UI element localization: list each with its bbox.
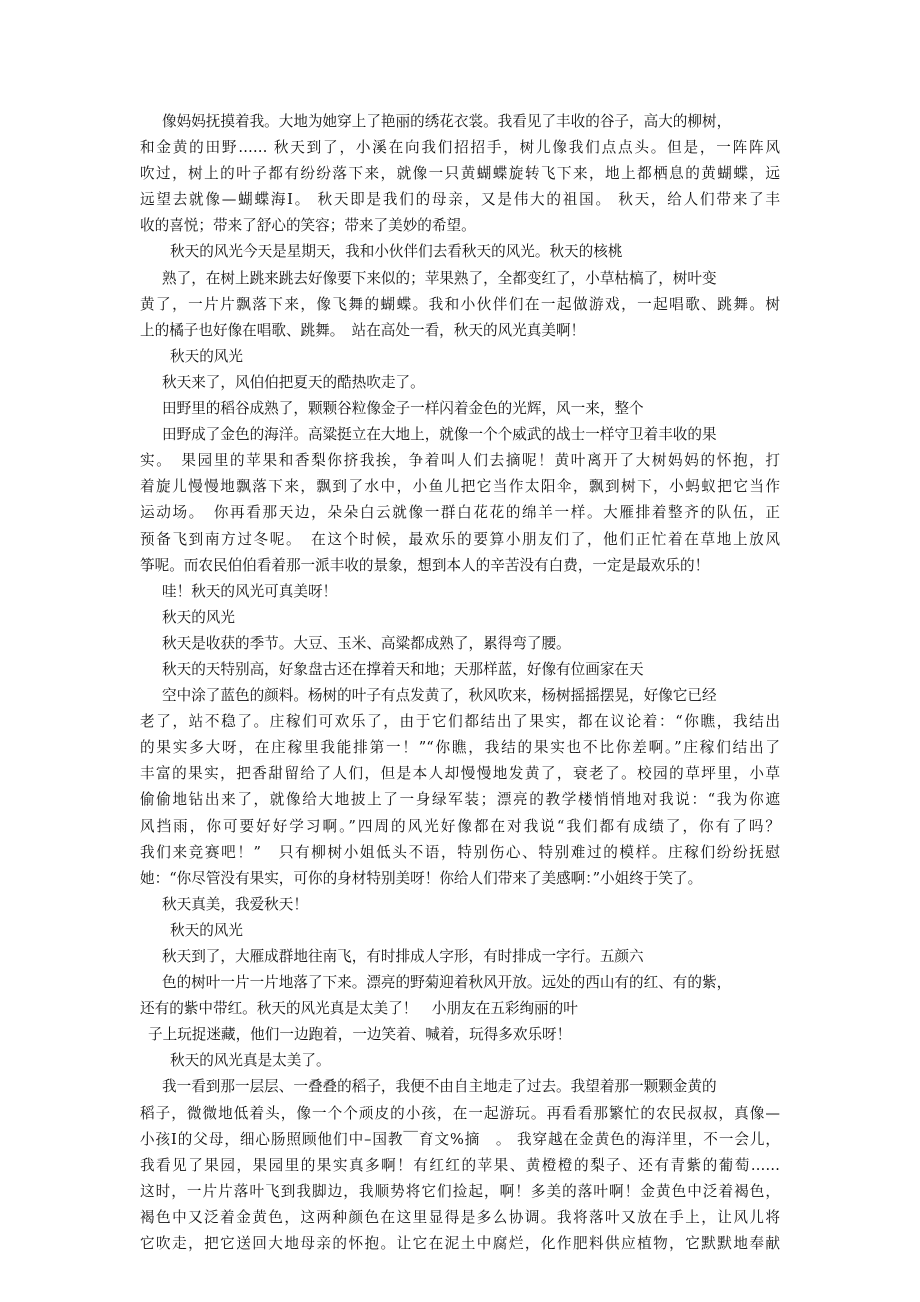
- text-line: 偷偷地钻出来了，就像给大地披上了一身绿军装；漂亮的教学楼悄悄地对我说：“我为你遮: [140, 791, 780, 809]
- text-line: 她：“你尽管没有果实，可你的身材特别美呀！你给人们带来了美感啊：”小姐终于笑了。: [140, 869, 703, 887]
- text-line: 我看见了果园，果园里的果实真多啊！有红红的苹果、黄橙橙的梨子、还有青紫的葡萄……: [140, 1156, 780, 1174]
- section-heading: 秋天的风光: [170, 921, 243, 939]
- text-line: 筝呢。而农民伯伯看着那一派丰收的景象，想到本人的辛苦没有白费，一定是最欢乐的！: [140, 556, 710, 574]
- text-line: 和金黄的田野…… 秋天到了，小溪在向我们招招手，树儿像我们点点头。但是，一阵阵风: [140, 139, 780, 157]
- document-body: [140, 109, 780, 1257]
- text-line: 还有的紫中带红。秋天的风光真是太美了！ 小朋友在五彩绚丽的叶: [140, 1000, 578, 1018]
- text-line: 子上玩捉迷藏，他们一边跑着，一边笑着、喊着，玩得多欢乐呀！: [148, 1026, 572, 1044]
- text-line: 这时，一片片落叶飞到我脚边，我顺势将它们捡起，啊！多美的落叶啊！金黄色中泛着褐色，: [140, 1182, 780, 1200]
- text-line: 秋天来了，风伯伯把夏天的酷热吹走了。: [162, 373, 425, 391]
- text-line: 像妈妈抚摸着我。大地为她穿上了艳丽的绣花衣裳。我看见了丰收的谷子，高大的柳树，: [162, 113, 732, 130]
- text-line: 上的橘子也好像在唱歌、跳舞。 站在高处一看，秋天的风光真美啊！: [140, 321, 586, 339]
- text-line: 老了，站不稳了。庄稼们可欢乐了，由于它们都结出了果实，都在议论着：“你瞧，我结出: [140, 713, 780, 731]
- text-line: 它吹走，把它送回大地母亲的怀抱。让它在泥土中腐烂，化作肥料供应植物，它默默地奉献: [140, 1235, 780, 1253]
- text-line: 稻子，微微地低着头，像一个个顽皮的小孩，在一起游玩。再看看那繁忙的农民叔叔，真像—: [140, 1104, 780, 1122]
- text-line: 田野里的稻谷成熟了，颗颗谷粒像金子一样闪着金色的光辉，风一来，整个: [162, 400, 644, 418]
- text-line: 我一看到那一层层、一叠叠的稻子，我便不由自主地走了过去。我望着那一颗颗金黄的: [162, 1078, 717, 1096]
- text-line: 田野成了金色的海洋。高粱挺立在大地上，就像一个个威武的战士一样守卫着丰收的果: [162, 426, 717, 444]
- text-line: 实。 果园里的苹果和香梨你挤我挨，争着叫人们去摘呢！黄叶离开了大树妈妈的怀抱，打: [140, 452, 780, 470]
- text-line: 丰富的果实，把香甜留给了人们，但是本人却慢慢地发黄了，衰老了。校园的草坪里，小草: [140, 765, 780, 783]
- text-line: 秋天是收获的季节。大豆、玉米、高粱都成熟了，累得弯了腰。: [162, 634, 571, 652]
- text-line: 秋天的风光真是太美了。: [170, 1052, 331, 1070]
- section-heading: 秋天的风光: [170, 347, 243, 365]
- text-line: 黄了，一片片飘落下来，像飞舞的蝴蝶。我和小伙伴们在一起做游戏，一起唱歌、跳舞。树: [140, 295, 780, 313]
- text-line: 预备飞到南方过冬呢。 在这个时候，最欢乐的要算小朋友们了，他们正忙着在草地上放风: [140, 530, 780, 548]
- text-line: 着旋儿慢慢地飘落下来，飘到了水中，小鱼儿把它当作太阳伞，飘到树下，小蚂蚁把它当作: [140, 478, 780, 496]
- text-line: 的果实多大呀，在庄稼里我能排第一！”“你瞧，我结的果实也不比你差啊。”庄稼们结出了: [140, 739, 780, 757]
- text-line: 熟了，在树上跳来跳去好像要下来似的；苹果熟了，全都变红了，小草枯槁了，树叶变: [162, 269, 717, 287]
- text-line: 哇！秋天的风光可真美呀！: [162, 582, 338, 600]
- text-line: 风挡雨，你可要好好学习啊。”四周的风光好像都在对我说“我们都有成绩了，你有了吗？: [140, 817, 780, 835]
- section-heading: 秋天的风光: [162, 608, 235, 626]
- text-line: 运动场。 你再看那天边，朵朵白云就像一群白花花的绵羊一样。大雁排着整齐的队伍，正: [140, 504, 780, 522]
- text-line: 吹过，树上的叶子都有纷纷落下来，就像一只黄蝴蝶旋转飞下来，地上都栖息的黄蝴蝶，远: [140, 165, 780, 183]
- text-line: 秋天的风光今天是星期天，我和小伙伴们去看秋天的风光。秋天的核桃: [170, 243, 623, 261]
- text-line: 秋天到了，大雁成群地往南飞，有时排成人字形，有时排成一字行。五颜六: [162, 948, 644, 965]
- text-line: 收的喜悦；带来了舒心的笑容；带来了美妙的希望。: [140, 217, 476, 235]
- text-line: 空中涂了蓝色的颜料。杨树的叶子有点发黄了，秋风吹来，杨树摇摇摆晃，好像它已经: [162, 687, 717, 705]
- text-line: 远望去就像—蝴蝶海Ⅰ。 秋天即是我们的母亲，又是伟大的祖国。 秋天，给人们带来了丰: [140, 191, 780, 209]
- text-line: 我们来竞赛吧！” 只有柳树小姐低头不语，特别伤心、特别难过的模样。庄稼们纷纷抚慰: [140, 843, 780, 861]
- text-line: 秋天的天特别高，好象盘古还在撑着天和地；天那样蓝，好像有位画家在天: [162, 660, 644, 678]
- text-line: 秋天真美，我爱秋天！: [162, 895, 308, 913]
- text-line: 小孩I的父母，细心肠照顾他们中–国教￣育文%摘 。 我穿越在金黄色的海洋里，不一会儿，: [140, 1130, 780, 1148]
- text-line: 色的树叶一片一片地落了下来。漂亮的野菊迎着秋风开放。远处的西山有的红、有的紫，: [162, 974, 732, 992]
- text-line: 褐色中又泛着金黄色，这两种颜色在这里显得是多么协调。我将落叶又放在手上，让风儿将: [140, 1208, 780, 1226]
